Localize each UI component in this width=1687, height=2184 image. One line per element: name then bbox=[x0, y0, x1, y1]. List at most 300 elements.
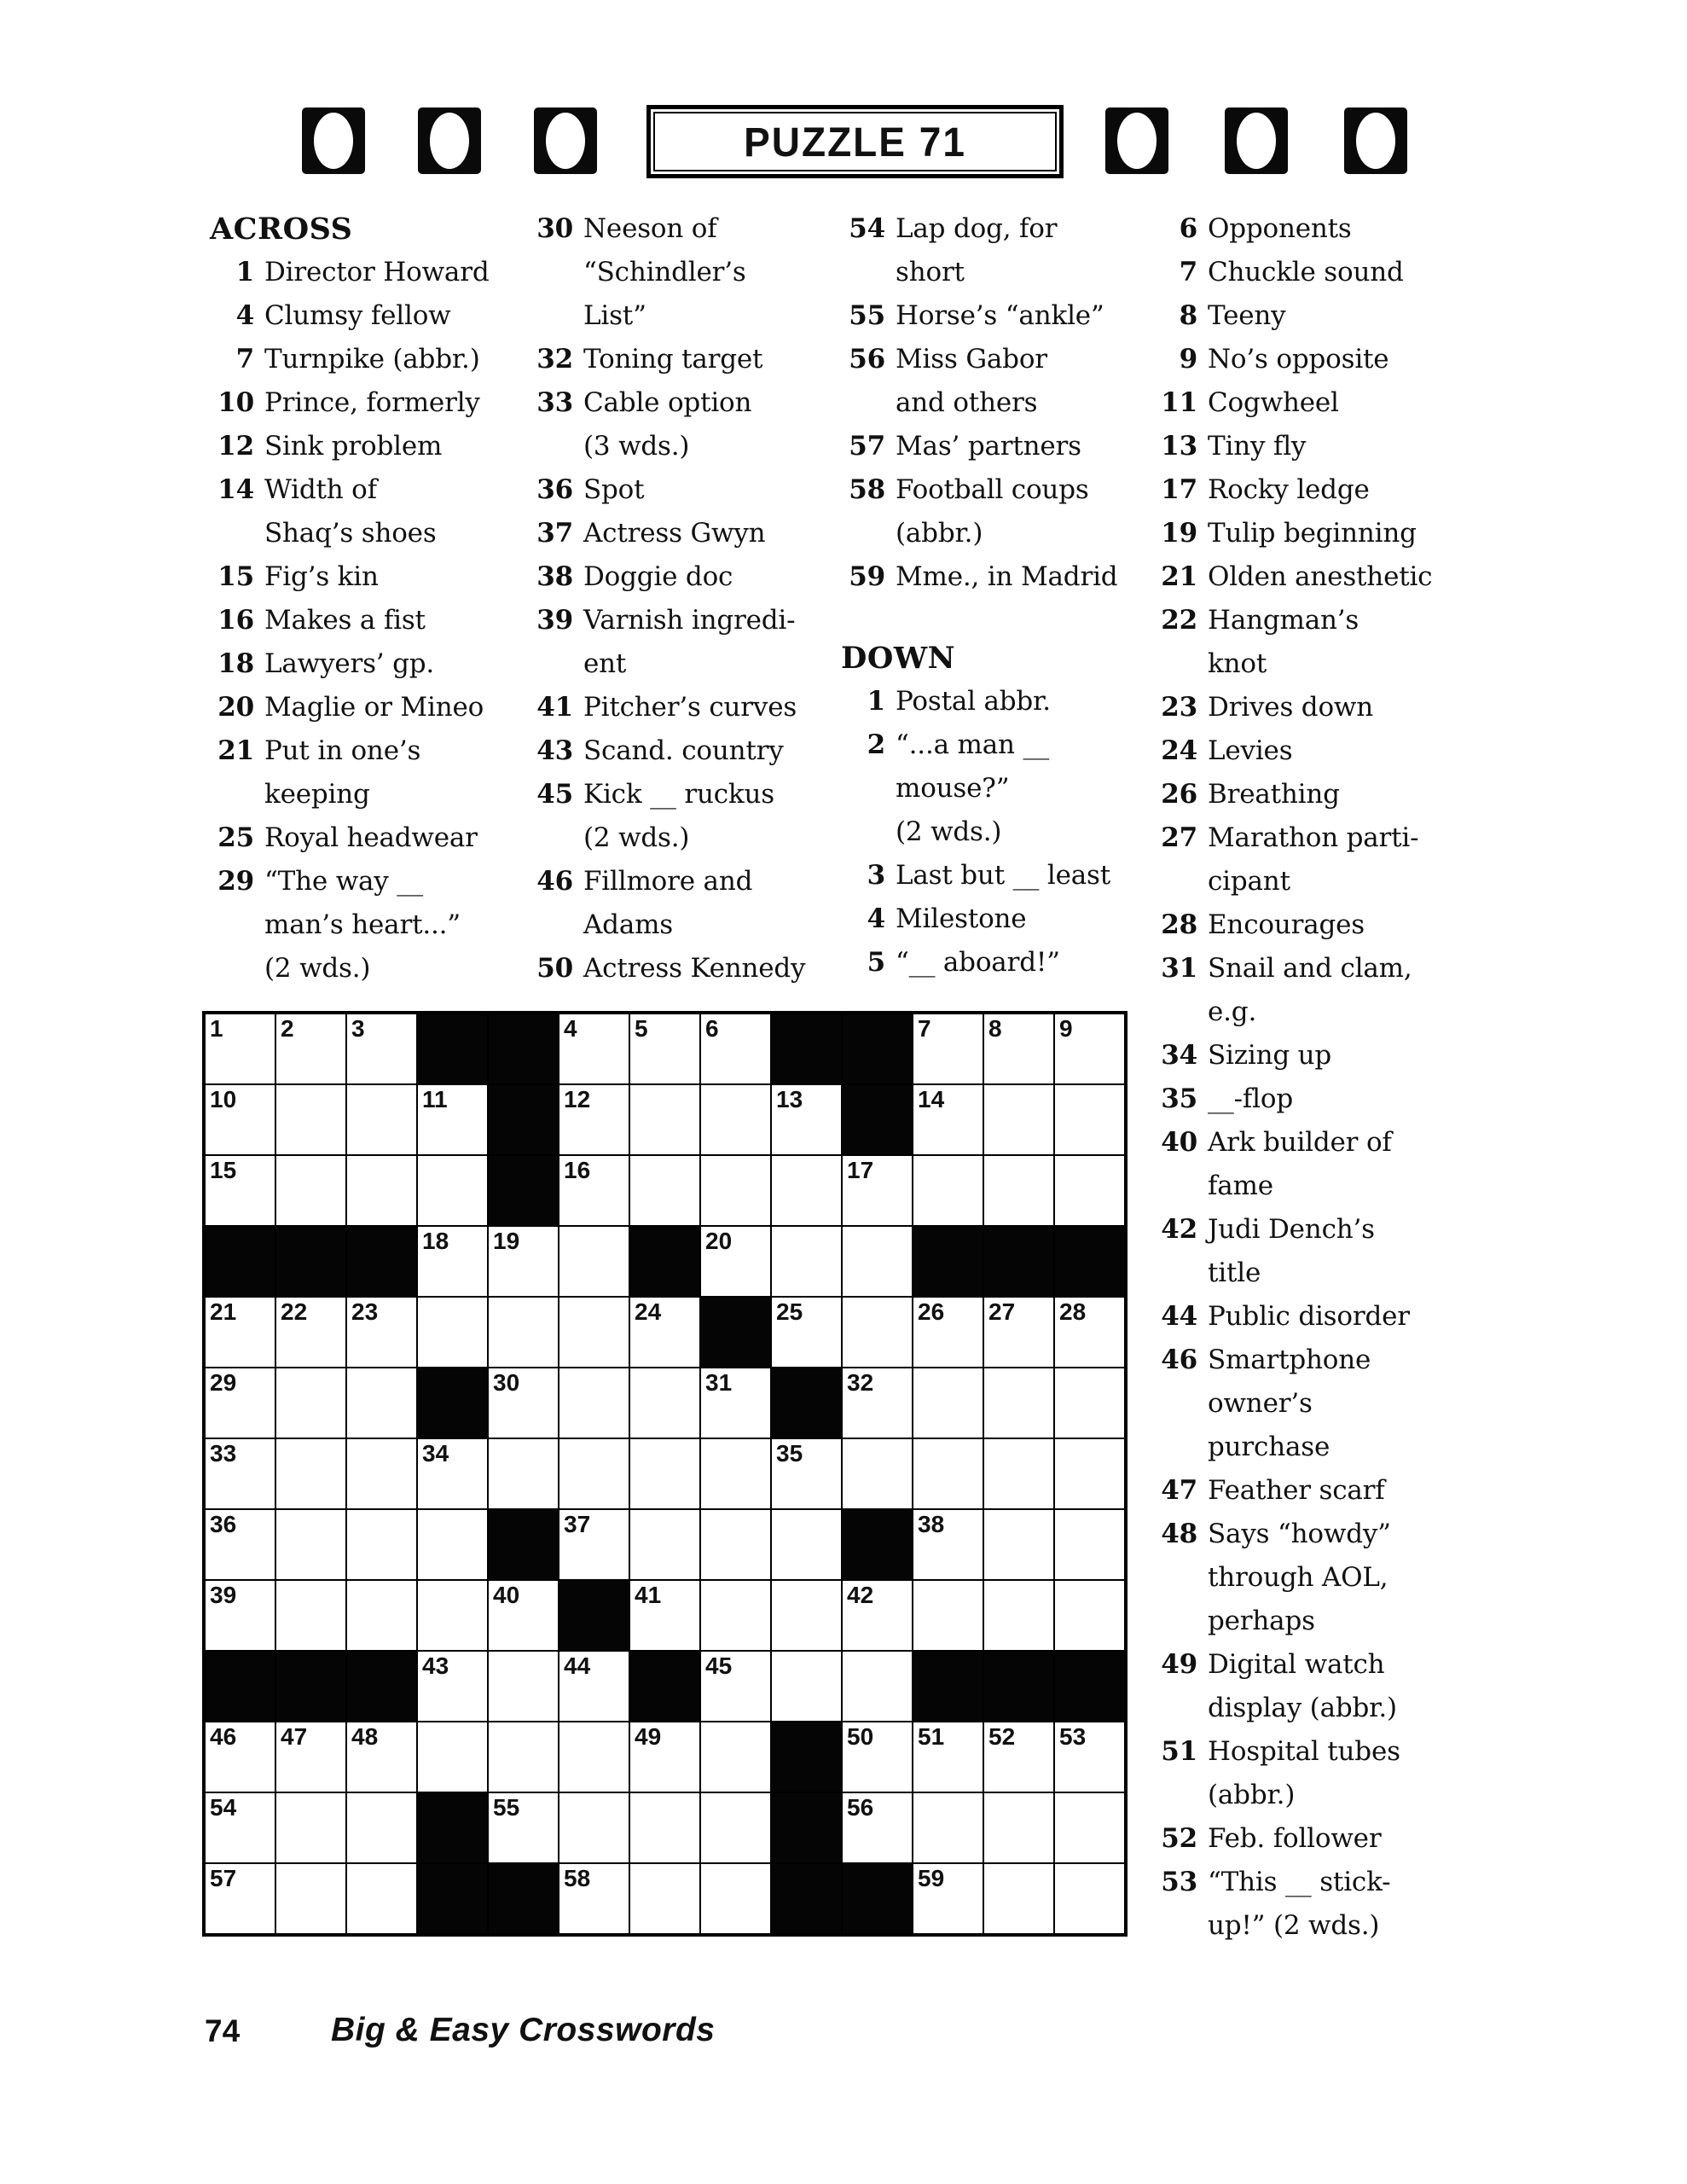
cell-number: 25 bbox=[776, 1298, 803, 1325]
cell-number: 5 bbox=[635, 1015, 648, 1042]
cell-7-2[interactable] bbox=[275, 1438, 346, 1509]
clue-number: 53 bbox=[1161, 1867, 1197, 1897]
cell-number: 18 bbox=[422, 1228, 449, 1254]
clue-number: 9 bbox=[1179, 344, 1197, 375]
cell-number: 30 bbox=[493, 1369, 520, 1396]
cell-1-1[interactable] bbox=[205, 1014, 275, 1084]
cell-10-4[interactable] bbox=[417, 1651, 488, 1722]
clue-number: 56 bbox=[849, 344, 885, 375]
clue-text: Prince, formerly bbox=[264, 387, 480, 418]
clue-d-9 bbox=[1153, 338, 1470, 381]
clue-number: 21 bbox=[217, 735, 254, 766]
cell-number: 2 bbox=[281, 1015, 294, 1042]
cell-3-11[interactable] bbox=[913, 1155, 983, 1226]
clue-d-51 bbox=[1153, 1730, 1470, 1817]
black-cell-11-9 bbox=[771, 1722, 842, 1792]
clue-number: 21 bbox=[1161, 561, 1197, 592]
oval-shape bbox=[1117, 113, 1157, 169]
cell-9-10[interactable] bbox=[842, 1580, 913, 1651]
clue-number: 32 bbox=[536, 344, 573, 375]
clue-text: Drives down bbox=[1208, 692, 1374, 723]
clue-number: 17 bbox=[1161, 474, 1197, 505]
clue-text: Spot bbox=[583, 474, 645, 505]
clue-number: 43 bbox=[536, 735, 573, 766]
cell-1-6[interactable] bbox=[559, 1014, 629, 1084]
cell-11-13[interactable] bbox=[1054, 1722, 1125, 1792]
clue-text: Ark builder of fame bbox=[1208, 1127, 1392, 1201]
cell-8-4[interactable] bbox=[417, 1509, 488, 1580]
oval-shape bbox=[546, 113, 585, 169]
cell-8-9[interactable] bbox=[771, 1509, 842, 1580]
cell-2-13[interactable] bbox=[1054, 1084, 1125, 1155]
clue-number: 46 bbox=[536, 866, 573, 897]
clue-d-1 bbox=[841, 680, 1158, 723]
clue-number: 51 bbox=[1161, 1736, 1197, 1767]
cell-2-9[interactable] bbox=[771, 1084, 842, 1155]
cell-13-13[interactable] bbox=[1054, 1863, 1125, 1934]
cell-number: 53 bbox=[1059, 1723, 1087, 1750]
clue-number: 54 bbox=[849, 213, 885, 244]
cell-4-4[interactable] bbox=[417, 1226, 488, 1297]
cell-number: 26 bbox=[918, 1298, 945, 1325]
clue-text: Hospital tubes (abbr.) bbox=[1208, 1736, 1400, 1810]
clue-column-3 bbox=[841, 207, 1158, 985]
cell-8-6[interactable] bbox=[559, 1509, 629, 1580]
cell-13-6[interactable] bbox=[559, 1863, 629, 1934]
cell-number: 6 bbox=[705, 1015, 719, 1042]
cell-11-2[interactable] bbox=[275, 1722, 346, 1792]
cell-5-1[interactable] bbox=[205, 1297, 275, 1368]
cell-5-10[interactable] bbox=[842, 1297, 913, 1368]
clue-a-39 bbox=[529, 599, 846, 686]
cell-5-11[interactable] bbox=[913, 1297, 983, 1368]
ornament-oval-5 bbox=[1225, 107, 1288, 174]
clue-text: Judi Dench’s title bbox=[1208, 1214, 1375, 1288]
cell-7-11[interactable] bbox=[913, 1438, 983, 1509]
clue-text: Opponents bbox=[1208, 213, 1352, 244]
cell-number: 45 bbox=[705, 1653, 733, 1679]
black-cell-13-9 bbox=[771, 1863, 842, 1934]
cell-8-8[interactable] bbox=[700, 1509, 771, 1580]
black-cell-6-9 bbox=[771, 1368, 842, 1438]
clue-number: 28 bbox=[1161, 909, 1197, 940]
cell-1-7[interactable] bbox=[629, 1014, 700, 1084]
cell-3-1[interactable] bbox=[205, 1155, 275, 1226]
black-cell-10-3 bbox=[346, 1651, 417, 1722]
cell-12-3[interactable] bbox=[346, 1792, 417, 1863]
black-cell-4-7 bbox=[629, 1226, 700, 1297]
clue-d-5 bbox=[841, 941, 1158, 985]
cell-2-2[interactable] bbox=[275, 1084, 346, 1155]
cell-2-3[interactable] bbox=[346, 1084, 417, 1155]
clue-text: Teeny bbox=[1208, 300, 1286, 331]
clue-d-6 bbox=[1153, 207, 1470, 251]
cell-9-3[interactable] bbox=[346, 1580, 417, 1651]
cell-5-6[interactable] bbox=[559, 1297, 629, 1368]
clue-text: Pitcher’s curves bbox=[583, 692, 797, 723]
cell-3-13[interactable] bbox=[1054, 1155, 1125, 1226]
ornament-oval-3 bbox=[534, 107, 597, 174]
cell-10-8[interactable] bbox=[700, 1651, 771, 1722]
cell-number: 16 bbox=[564, 1157, 591, 1183]
cell-1-12[interactable] bbox=[983, 1014, 1054, 1084]
black-cell-1-5 bbox=[488, 1014, 559, 1084]
cell-2-7[interactable] bbox=[629, 1084, 700, 1155]
cell-3-7[interactable] bbox=[629, 1155, 700, 1226]
black-cell-2-5 bbox=[488, 1084, 559, 1155]
clue-d-2 bbox=[841, 723, 1158, 854]
clue-number: 23 bbox=[1161, 692, 1197, 723]
clue-d-46 bbox=[1153, 1339, 1470, 1469]
cell-13-1[interactable] bbox=[205, 1863, 275, 1934]
cell-6-5[interactable] bbox=[488, 1368, 559, 1438]
cell-13-3[interactable] bbox=[346, 1863, 417, 1934]
cell-1-11[interactable] bbox=[913, 1014, 983, 1084]
puzzle-title-box bbox=[646, 105, 1064, 178]
cell-number: 23 bbox=[351, 1298, 379, 1325]
cell-7-6[interactable] bbox=[559, 1438, 629, 1509]
clue-d-48 bbox=[1153, 1513, 1470, 1643]
clue-number: 7 bbox=[235, 344, 254, 375]
cell-11-1[interactable] bbox=[205, 1722, 275, 1792]
clue-text: Snail and clam, e.g. bbox=[1208, 953, 1412, 1027]
clue-text: Breathing bbox=[1208, 779, 1340, 810]
clue-text: Mas’ partners bbox=[896, 431, 1081, 462]
clue-number: 57 bbox=[849, 431, 885, 462]
cell-11-12[interactable] bbox=[983, 1722, 1054, 1792]
cell-7-7[interactable] bbox=[629, 1438, 700, 1509]
cell-12-11[interactable] bbox=[913, 1792, 983, 1863]
cell-1-8[interactable] bbox=[700, 1014, 771, 1084]
cell-12-1[interactable] bbox=[205, 1792, 275, 1863]
clue-d-21 bbox=[1153, 555, 1470, 599]
cell-2-4[interactable] bbox=[417, 1084, 488, 1155]
black-cell-13-4 bbox=[417, 1863, 488, 1934]
cell-3-12[interactable] bbox=[983, 1155, 1054, 1226]
cell-12-7[interactable] bbox=[629, 1792, 700, 1863]
black-cell-10-7 bbox=[629, 1651, 700, 1722]
clue-number: 42 bbox=[1161, 1214, 1197, 1245]
cell-number: 46 bbox=[210, 1723, 237, 1750]
cell-6-13[interactable] bbox=[1054, 1368, 1125, 1438]
clue-number: 39 bbox=[536, 605, 573, 636]
cell-number: 48 bbox=[351, 1723, 379, 1750]
clue-d-28 bbox=[1153, 903, 1470, 947]
cell-4-6[interactable] bbox=[559, 1226, 629, 1297]
cell-7-8[interactable] bbox=[700, 1438, 771, 1509]
black-cell-12-4 bbox=[417, 1792, 488, 1863]
cell-number: 58 bbox=[564, 1865, 591, 1891]
cell-9-1[interactable] bbox=[205, 1580, 275, 1651]
clue-d-49 bbox=[1153, 1643, 1470, 1730]
cell-7-13[interactable] bbox=[1054, 1438, 1125, 1509]
cell-10-9[interactable] bbox=[771, 1651, 842, 1722]
cell-number: 39 bbox=[210, 1582, 237, 1608]
clue-number: 40 bbox=[1161, 1127, 1197, 1158]
clue-a-18 bbox=[210, 642, 527, 686]
clue-text: Cable option (3 wds.) bbox=[583, 387, 752, 462]
cell-11-5[interactable] bbox=[488, 1722, 559, 1792]
cell-number: 42 bbox=[847, 1582, 874, 1608]
cell-8-7[interactable] bbox=[629, 1509, 700, 1580]
cell-6-10[interactable] bbox=[842, 1368, 913, 1438]
cell-7-3[interactable] bbox=[346, 1438, 417, 1509]
cell-6-3[interactable] bbox=[346, 1368, 417, 1438]
clue-text: Rocky ledge bbox=[1208, 474, 1370, 505]
cell-6-6[interactable] bbox=[559, 1368, 629, 1438]
page-number: 74 bbox=[205, 2013, 241, 2048]
cell-8-12[interactable] bbox=[983, 1509, 1054, 1580]
cell-7-10[interactable] bbox=[842, 1438, 913, 1509]
clue-text: Football coups (abbr.) bbox=[896, 474, 1089, 549]
cell-12-5[interactable] bbox=[488, 1792, 559, 1863]
cell-3-8[interactable] bbox=[700, 1155, 771, 1226]
ornament-oval-2 bbox=[418, 107, 481, 174]
cell-8-11[interactable] bbox=[913, 1509, 983, 1580]
cell-13-2[interactable] bbox=[275, 1863, 346, 1934]
clue-a-56 bbox=[841, 338, 1158, 425]
cell-5-3[interactable] bbox=[346, 1297, 417, 1368]
clue-d-17 bbox=[1153, 468, 1470, 512]
cell-13-8[interactable] bbox=[700, 1863, 771, 1934]
cell-number: 56 bbox=[847, 1794, 874, 1821]
clue-number: 38 bbox=[536, 561, 573, 592]
cell-5-4[interactable] bbox=[417, 1297, 488, 1368]
oval-shape bbox=[1237, 113, 1276, 169]
cell-number: 7 bbox=[918, 1015, 931, 1042]
cell-number: 54 bbox=[210, 1794, 237, 1821]
clue-text: Last but __ least bbox=[896, 860, 1110, 891]
cell-5-2[interactable] bbox=[275, 1297, 346, 1368]
black-cell-4-12 bbox=[983, 1226, 1054, 1297]
clue-number: 29 bbox=[217, 866, 254, 897]
cell-9-9[interactable] bbox=[771, 1580, 842, 1651]
cell-7-12[interactable] bbox=[983, 1438, 1054, 1509]
cell-5-13[interactable] bbox=[1054, 1297, 1125, 1368]
clue-column-4 bbox=[1153, 207, 1470, 1948]
black-cell-13-5 bbox=[488, 1863, 559, 1934]
clue-text: Varnish ingredi- ent bbox=[583, 605, 796, 679]
clue-a-21 bbox=[210, 729, 527, 816]
clue-text: Horse’s “ankle” bbox=[896, 300, 1104, 331]
cell-11-10[interactable] bbox=[842, 1722, 913, 1792]
cell-number: 36 bbox=[210, 1511, 237, 1537]
cell-8-3[interactable] bbox=[346, 1509, 417, 1580]
clue-number: 30 bbox=[536, 213, 573, 244]
cell-3-10[interactable] bbox=[842, 1155, 913, 1226]
clue-text: “This __ stick- up!” (2 wds.) bbox=[1208, 1867, 1391, 1941]
clue-number: 26 bbox=[1161, 779, 1197, 810]
clue-number: 45 bbox=[536, 779, 573, 810]
cell-7-4[interactable] bbox=[417, 1438, 488, 1509]
cell-3-9[interactable] bbox=[771, 1155, 842, 1226]
clue-number: 12 bbox=[217, 431, 254, 462]
clue-a-32 bbox=[529, 338, 846, 381]
ornament-oval-4 bbox=[1105, 107, 1168, 174]
cell-12-2[interactable] bbox=[275, 1792, 346, 1863]
cell-9-12[interactable] bbox=[983, 1580, 1054, 1651]
clue-text: “...a man __ mouse?” (2 wds.) bbox=[896, 729, 1050, 847]
cell-12-13[interactable] bbox=[1054, 1792, 1125, 1863]
black-cell-4-2 bbox=[275, 1226, 346, 1297]
cell-2-1[interactable] bbox=[205, 1084, 275, 1155]
clue-text: Chuckle sound bbox=[1208, 257, 1404, 288]
clue-d-11 bbox=[1153, 381, 1470, 425]
cell-number: 57 bbox=[210, 1865, 237, 1891]
cell-1-2[interactable] bbox=[275, 1014, 346, 1084]
clue-text: Makes a fist bbox=[264, 605, 426, 636]
cell-1-3[interactable] bbox=[346, 1014, 417, 1084]
clue-text: Turnpike (abbr.) bbox=[264, 344, 480, 375]
cell-4-5[interactable] bbox=[488, 1226, 559, 1297]
clue-number: 36 bbox=[536, 474, 573, 505]
clue-d-24 bbox=[1153, 729, 1470, 773]
clue-a-16 bbox=[210, 599, 527, 642]
cell-4-9[interactable] bbox=[771, 1226, 842, 1297]
clue-number: 11 bbox=[1161, 387, 1197, 418]
cell-3-2[interactable] bbox=[275, 1155, 346, 1226]
clue-d-13 bbox=[1153, 425, 1470, 468]
cell-6-12[interactable] bbox=[983, 1368, 1054, 1438]
clue-number: 5 bbox=[867, 947, 885, 978]
clue-a-55 bbox=[841, 294, 1158, 338]
cell-9-2[interactable] bbox=[275, 1580, 346, 1651]
clue-column-1 bbox=[210, 207, 527, 990]
clue-a-7 bbox=[210, 338, 527, 381]
cell-9-13[interactable] bbox=[1054, 1580, 1125, 1651]
clue-text: Lap dog, for short bbox=[896, 213, 1058, 288]
clue-number: 4 bbox=[235, 300, 254, 331]
cell-2-11[interactable] bbox=[913, 1084, 983, 1155]
cell-6-8[interactable] bbox=[700, 1368, 771, 1438]
cell-8-1[interactable] bbox=[205, 1509, 275, 1580]
clue-text: Maglie or Mineo bbox=[264, 692, 484, 723]
clue-text: Olden anesthetic bbox=[1208, 561, 1433, 592]
cell-2-12[interactable] bbox=[983, 1084, 1054, 1155]
cell-13-12[interactable] bbox=[983, 1863, 1054, 1934]
clue-a-25 bbox=[210, 816, 527, 860]
clue-a-29 bbox=[210, 860, 527, 990]
cell-10-6[interactable] bbox=[559, 1651, 629, 1722]
cell-5-7[interactable] bbox=[629, 1297, 700, 1368]
clue-number: 1 bbox=[235, 257, 254, 288]
cell-8-2[interactable] bbox=[275, 1509, 346, 1580]
cell-4-10[interactable] bbox=[842, 1226, 913, 1297]
clue-text: Kick __ ruckus (2 wds.) bbox=[583, 779, 774, 853]
cell-11-7[interactable] bbox=[629, 1722, 700, 1792]
clue-number: 6 bbox=[1179, 213, 1197, 244]
cell-6-1[interactable] bbox=[205, 1368, 275, 1438]
clue-number: 48 bbox=[1161, 1519, 1197, 1549]
cell-10-5[interactable] bbox=[488, 1651, 559, 1722]
cell-11-11[interactable] bbox=[913, 1722, 983, 1792]
cell-6-2[interactable] bbox=[275, 1368, 346, 1438]
cell-9-7[interactable] bbox=[629, 1580, 700, 1651]
cell-13-11[interactable] bbox=[913, 1863, 983, 1934]
cell-number: 35 bbox=[776, 1440, 803, 1467]
black-cell-4-11 bbox=[913, 1226, 983, 1297]
cell-12-6[interactable] bbox=[559, 1792, 629, 1863]
cell-11-3[interactable] bbox=[346, 1722, 417, 1792]
clue-text: “__ aboard!” bbox=[896, 947, 1060, 978]
clue-d-26 bbox=[1153, 773, 1470, 816]
cell-1-13[interactable] bbox=[1054, 1014, 1125, 1084]
cell-13-7[interactable] bbox=[629, 1863, 700, 1934]
cell-7-5[interactable] bbox=[488, 1438, 559, 1509]
cell-12-12[interactable] bbox=[983, 1792, 1054, 1863]
cell-9-5[interactable] bbox=[488, 1580, 559, 1651]
cell-9-11[interactable] bbox=[913, 1580, 983, 1651]
clue-a-46 bbox=[529, 860, 846, 947]
clue-number: 59 bbox=[849, 561, 885, 592]
clue-number: 20 bbox=[217, 692, 254, 723]
clue-a-45 bbox=[529, 773, 846, 860]
clue-a-33 bbox=[529, 381, 846, 468]
cell-2-8[interactable] bbox=[700, 1084, 771, 1155]
book-title: Big & Easy Crosswords bbox=[331, 2012, 716, 2048]
cell-3-3[interactable] bbox=[346, 1155, 417, 1226]
clue-d-44 bbox=[1153, 1295, 1470, 1339]
cell-3-4[interactable] bbox=[417, 1155, 488, 1226]
clue-text: Mme., in Madrid bbox=[896, 561, 1118, 592]
clue-d-23 bbox=[1153, 686, 1470, 729]
cell-7-1[interactable] bbox=[205, 1438, 275, 1509]
cell-9-8[interactable] bbox=[700, 1580, 771, 1651]
clue-text: Marathon parti- cipant bbox=[1208, 822, 1419, 897]
cell-7-9[interactable] bbox=[771, 1438, 842, 1509]
cell-number: 3 bbox=[351, 1015, 365, 1042]
cell-9-4[interactable] bbox=[417, 1580, 488, 1651]
cell-11-6[interactable] bbox=[559, 1722, 629, 1792]
cell-8-13[interactable] bbox=[1054, 1509, 1125, 1580]
clue-text: Toning target bbox=[583, 344, 763, 375]
black-cell-9-6 bbox=[559, 1580, 629, 1651]
puzzle-title: PUZZLE 71 bbox=[744, 118, 966, 166]
cell-2-6[interactable] bbox=[559, 1084, 629, 1155]
cell-5-5[interactable] bbox=[488, 1297, 559, 1368]
cell-number: 33 bbox=[210, 1440, 237, 1467]
cell-6-7[interactable] bbox=[629, 1368, 700, 1438]
oval-shape bbox=[430, 113, 469, 169]
cell-11-8[interactable] bbox=[700, 1722, 771, 1792]
clue-number: 27 bbox=[1161, 822, 1197, 853]
clue-text: Hangman’s knot bbox=[1208, 605, 1359, 679]
cell-5-12[interactable] bbox=[983, 1297, 1054, 1368]
clue-a-50 bbox=[529, 947, 846, 990]
cell-12-10[interactable] bbox=[842, 1792, 913, 1863]
cell-12-8[interactable] bbox=[700, 1792, 771, 1863]
across-header: ACROSS bbox=[210, 212, 353, 247]
cell-number: 8 bbox=[988, 1015, 1002, 1042]
black-cell-1-9 bbox=[771, 1014, 842, 1084]
cell-5-9[interactable] bbox=[771, 1297, 842, 1368]
cell-10-10[interactable] bbox=[842, 1651, 913, 1722]
cell-number: 14 bbox=[918, 1086, 945, 1112]
cell-number: 1 bbox=[210, 1015, 223, 1042]
clue-d-19 bbox=[1153, 512, 1470, 555]
black-cell-10-13 bbox=[1054, 1651, 1125, 1722]
cell-4-8[interactable] bbox=[700, 1226, 771, 1297]
cell-number: 44 bbox=[564, 1653, 591, 1679]
cell-number: 40 bbox=[493, 1582, 520, 1608]
cell-6-11[interactable] bbox=[913, 1368, 983, 1438]
cell-number: 50 bbox=[847, 1723, 874, 1750]
cell-11-4[interactable] bbox=[417, 1722, 488, 1792]
black-cell-12-9 bbox=[771, 1792, 842, 1863]
cell-3-6[interactable] bbox=[559, 1155, 629, 1226]
clue-text: Sizing up bbox=[1208, 1040, 1332, 1071]
clue-number: 13 bbox=[1161, 431, 1197, 462]
